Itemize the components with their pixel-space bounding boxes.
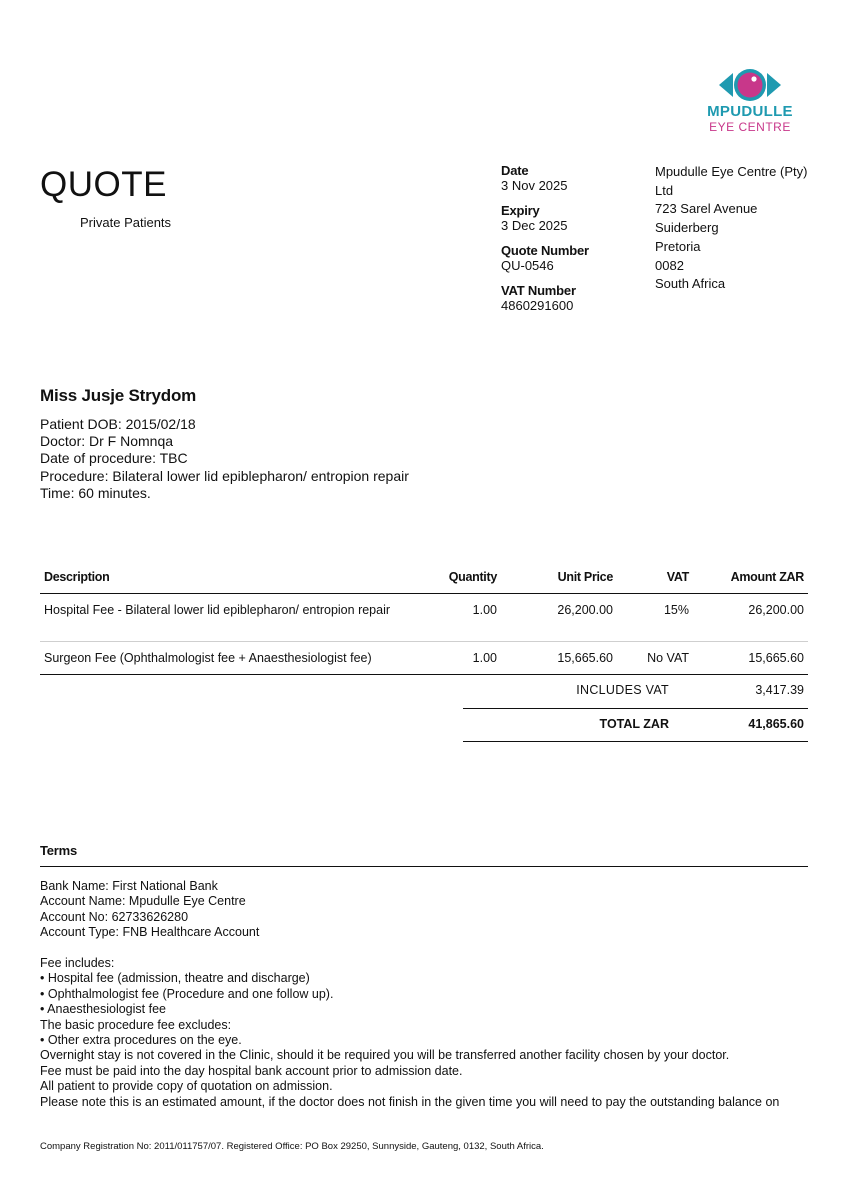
includes-vat-label: INCLUDES VAT xyxy=(463,675,693,708)
company-registration-footer: Company Registration No: 2011/011757/07. Registered Office: PO Box 29250, Sunnyside, Gauteng, 0132, South Africa. xyxy=(40,1141,544,1152)
patient-details xyxy=(40,416,409,502)
address-line: Mpudulle Eye Centre (Pty) xyxy=(655,164,808,179)
address-line: 723 Sarel Avenue xyxy=(655,201,758,217)
patient-dob: Patient DOB: 2015/02/18 xyxy=(40,416,196,432)
bank-name: Bank Name: First National Bank xyxy=(40,879,218,893)
total-row xyxy=(463,708,808,741)
total-label: TOTAL ZAR xyxy=(463,708,693,741)
address-line: South Africa xyxy=(655,276,726,292)
vat-number-value: 4860291600 xyxy=(501,298,574,313)
eye-icon xyxy=(717,68,783,102)
terms-line: • Other extra procedures on the eye. xyxy=(40,1033,242,1048)
terms-line: • Anaesthesiologist fee xyxy=(40,1002,166,1017)
row-unit-price: 15,665.60 xyxy=(501,642,617,675)
header-amount: Amount ZAR xyxy=(693,567,808,594)
expiry-value: 3 Dec 2025 xyxy=(501,218,568,233)
row-description: Surgeon Fee (Ophthalmologist fee + Anaesthesiologist fee) xyxy=(40,642,435,675)
table-row xyxy=(40,642,808,675)
document-title: QUOTE xyxy=(40,165,167,204)
document-subtitle: Private Patients xyxy=(80,215,172,230)
row-quantity: 1.00 xyxy=(435,594,501,642)
expiry-label: Expiry xyxy=(501,203,540,218)
patient-doctor: Doctor: Dr F Nomnqa xyxy=(40,433,174,450)
quote-meta xyxy=(501,163,641,323)
row-quantity: 1.00 xyxy=(435,642,501,675)
header-description: Description xyxy=(40,567,435,594)
row-unit-price: 26,200.00 xyxy=(501,594,617,642)
address-line: Ltd xyxy=(655,182,674,198)
vat-number-label: VAT Number xyxy=(501,283,576,298)
terms-line: The basic procedure fee excludes: xyxy=(40,1017,232,1032)
account-number: Account No: 62733626280 xyxy=(40,909,189,924)
procedure-name: Procedure: Bilateral lower lid epiblepharon/ entropion repair xyxy=(40,467,409,484)
row-amount: 26,200.00 xyxy=(693,594,808,642)
row-vat: 15% xyxy=(617,594,693,642)
address-line: Pretoria xyxy=(655,238,701,254)
includes-vat-value: 3,417.39 xyxy=(693,675,808,708)
table-header-row xyxy=(40,567,808,594)
terms-line: • Ophthalmologist fee (Procedure and one follow up). xyxy=(40,986,334,1001)
logo-line-1: MPUDULLE xyxy=(707,103,793,120)
includes-vat-row xyxy=(463,675,808,708)
header-unit-price: Unit Price xyxy=(501,567,617,594)
row-description: Hospital Fee - Bilateral lower lid epiblepharon/ entropion repair xyxy=(40,594,435,642)
quote-number-value: QU-0546 xyxy=(501,258,554,273)
total-value: 41,865.60 xyxy=(693,708,808,741)
spacer xyxy=(40,941,820,956)
terms-line: Fee includes: xyxy=(40,956,115,971)
address-line: 0082 xyxy=(655,257,684,273)
terms-line: Please note this is an estimated amount, if the doctor does not finish in the given time you will need to pay the outstanding balance on xyxy=(40,1094,780,1109)
table-row xyxy=(40,594,808,642)
quote-number-label: Quote Number xyxy=(501,243,589,258)
procedure-date: Date of procedure: TBC xyxy=(40,450,188,467)
row-amount: 15,665.60 xyxy=(693,642,808,675)
date-label: Date xyxy=(501,163,529,178)
terms-line: Overnight stay is not covered in the Clinic, should it be required you will be transferred another facility chosen by your doctor. xyxy=(40,1048,730,1063)
terms-line: Fee must be paid into the day hospital bank account prior to admission date. xyxy=(40,1063,463,1078)
line-items-table xyxy=(40,567,808,675)
terms-heading: Terms xyxy=(40,843,808,867)
procedure-time: Time: 60 minutes. xyxy=(40,484,151,501)
terms-body xyxy=(40,879,820,1110)
address-line: Suiderberg xyxy=(655,220,719,236)
company-logo xyxy=(704,68,796,134)
totals-table xyxy=(463,675,808,742)
terms-line: All patient to provide copy of quotation on admission. xyxy=(40,1079,333,1094)
account-type: Account Type: FNB Healthcare Account xyxy=(40,925,260,940)
logo-line-2: EYE CENTRE xyxy=(709,120,791,134)
company-address xyxy=(655,163,815,294)
row-vat: No VAT xyxy=(617,642,693,675)
header-quantity: Quantity xyxy=(435,567,501,594)
terms-line: • Hospital fee (admission, theatre and discharge) xyxy=(40,971,310,986)
patient-name: Miss Jusje Strydom xyxy=(40,386,197,405)
account-name: Account Name: Mpudulle Eye Centre xyxy=(40,894,246,909)
header-vat: VAT xyxy=(617,567,693,594)
date-value: 3 Nov 2025 xyxy=(501,178,568,193)
